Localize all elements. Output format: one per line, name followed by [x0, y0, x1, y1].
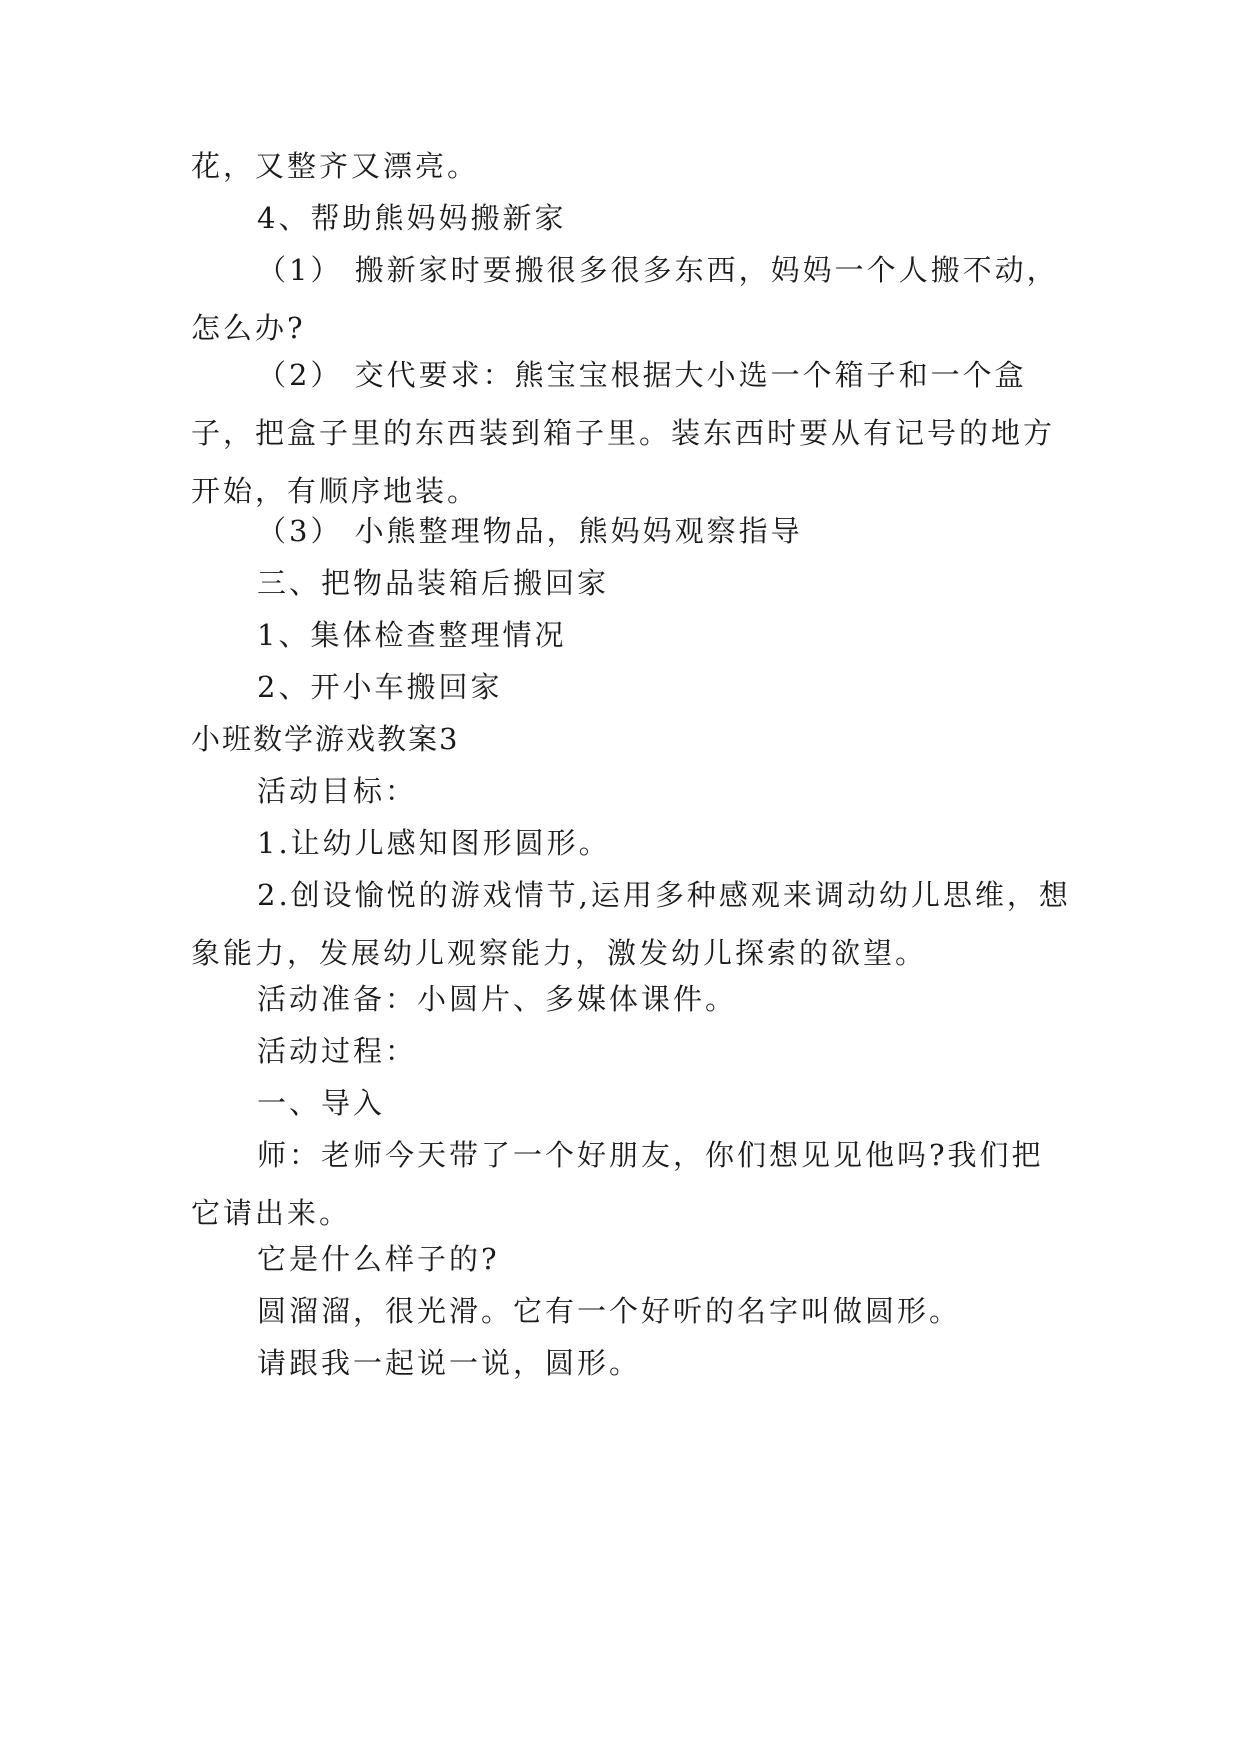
paragraph-intro: 一、导入: [257, 1086, 386, 1120]
paragraph-question: 它是什么样子的?: [257, 1242, 500, 1276]
paragraph-process-label: 活动过程：: [257, 1034, 418, 1068]
paragraph-step-4: 4、帮助熊妈妈搬新家: [257, 201, 567, 235]
paragraph-substep-1: （1） 搬新家时要搬很多很多东西，妈妈一个人搬不动，怎么办?: [191, 253, 1059, 345]
paragraph-circle-description: 圆溜溜，很光滑。它有一个好听的名字叫做圆形。: [257, 1294, 962, 1328]
paragraph-repeat-after-me: 请跟我一起说一说，圆形。: [257, 1346, 642, 1380]
paragraph-substep-3: （3） 小熊整理物品，熊妈妈观察指导: [257, 514, 803, 548]
paragraph-item-2: 2、开小车搬回家: [257, 670, 503, 704]
paragraph-section-3: 三、把物品装箱后搬回家: [257, 566, 610, 600]
lesson-title: 小班数学游戏教案3: [191, 722, 460, 756]
paragraph-continuation: 花，又整齐又漂亮。: [191, 149, 480, 183]
paragraph-substep-2: （2） 交代要求：熊宝宝根据大小选一个箱子和一个盒子，把盒子里的东西装到箱子里。装东西时要从有记号的地方开始，有顺序地装。: [191, 358, 1056, 508]
paragraph-item-1: 1、集体检查整理情况: [257, 618, 567, 652]
paragraph-goal-1: 1.让幼儿感知图形圆形。: [257, 826, 611, 860]
paragraph-goals-label: 活动目标：: [257, 774, 418, 808]
paragraph-preparation: 活动准备：小圆片、多媒体课件。: [257, 982, 738, 1016]
paragraph-goal-2: 2.创设愉悦的游戏情节,运用多种感观来调动幼儿思维，想象能力，发展幼儿观察能力，激发幼儿探索的欲望。: [191, 878, 1071, 970]
paragraph-teacher-line: 师：老师今天带了一个好朋友，你们想见见他吗?我们把它请出来。: [191, 1138, 1044, 1230]
